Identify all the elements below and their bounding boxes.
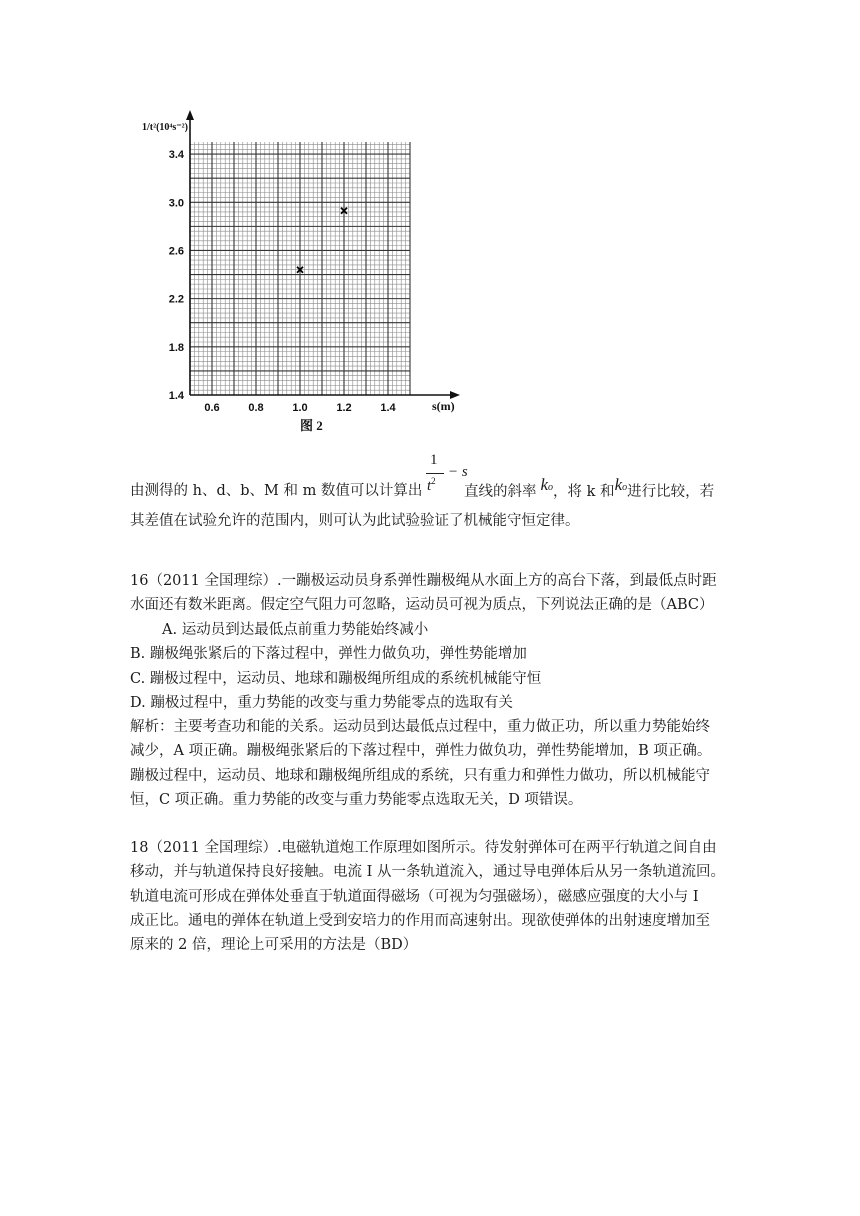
q16-analysis-2: 减少，A 项正确。蹦极绳张紧后的下落过程中，弹性力做负功，弹性势能增加，B 项正确。 <box>130 743 712 759</box>
q16-option-c: C. 蹦极过程中，运动员、地球和蹦极绳所组成的系统机械能守恒 <box>130 671 542 687</box>
q16-analysis-3: 蹦极过程中，运动员、地球和蹦极绳所组成的系统，只有重力和弹性力做功，所以机械能守 <box>130 768 710 784</box>
graph-figure <box>140 100 480 440</box>
q16-line2: 水面还有数米距离。假定空气阻力可忽略，运动员可视为质点，下列说法正确的是（ABC） <box>130 597 714 613</box>
q18-line2: 移动，并与轨道保持良好接触。电流 I 从一条轨道流入，通过导电弹体后从另一条轨道流回。 <box>130 864 725 880</box>
q16-option-a: A. 运动员到达最低点前重力势能始终减小 <box>162 622 429 638</box>
q16-option-b: B. 蹦极绳张紧后的下落过程中，弹性力做负功，弹性势能增加 <box>130 646 527 662</box>
x-tick-label: 1.4 <box>380 402 396 414</box>
q16-line1: 16（2011 全国理综）.一蹦极运动员身系弹性蹦极绳从水面上方的高台下落，到最低点时距 <box>130 573 717 589</box>
q18-line5: 原来的 2 倍，理论上可采用的方法是（BD） <box>130 937 418 953</box>
q16-analysis-4: 恒，C 项正确。重力势能的改变与重力势能零点选取无关，D 项错误。 <box>130 792 583 808</box>
y-axis-label: 1/t²(10⁴s⁻²) <box>142 122 188 133</box>
x-tick-label: 1.0 <box>292 402 308 414</box>
x-axis-arrow <box>450 391 460 399</box>
x-axis-label: s(m) <box>432 399 455 413</box>
para1-text-c: ，将 k 和 <box>553 484 615 500</box>
para1-line1 <box>130 481 422 501</box>
x-tick-label: 0.8 <box>248 402 264 414</box>
frac-denominator: $t^2$ <box>427 476 436 494</box>
y-axis-arrow <box>186 110 194 120</box>
q18-line4: 成正比。通电的弹体在轨道上受到安培力的作用而高速射出。现欲使弹体的出射速度增加至 <box>130 913 710 929</box>
para1-text-d: 进行比较，若 <box>627 484 715 500</box>
q18-line3: 轨道电流可形成在弹体处垂直于轨道面得磁场（可视为匀强磁场），磁感应强度的大小与 I <box>130 889 699 905</box>
para1-line2: 其差值在试验允许的范围内，则可认为此试验验证了机械能守恒定律。 <box>130 513 580 529</box>
y-tick-label: 3.4 <box>168 149 184 162</box>
y-tick-label: 3.0 <box>168 197 184 210</box>
para1-line1-cont <box>464 475 715 504</box>
figure-caption: 图 2 <box>300 418 323 433</box>
y-tick-label: 1.8 <box>168 341 184 354</box>
frac-numerator: 1 <box>430 452 438 468</box>
q16-analysis-1: 解析：主要考查功和能的关系。运动员到达最低点过程中，重力做正功，所以重力势能始终 <box>130 719 710 735</box>
x-tick-label: 0.6 <box>204 402 220 414</box>
x-tick-label: 1.2 <box>336 402 352 414</box>
y-tick-label: 2.2 <box>168 293 184 306</box>
k-symbol: ko <box>540 475 554 494</box>
para1-text-b: 直线的斜率 <box>464 484 537 500</box>
k-symbol-2: ko <box>614 475 628 494</box>
q18-line1: 18（2011 全国理综）.电磁轨道炮工作原理如图所示。待发射弹体可在两平行轨道之间自由 <box>130 840 717 856</box>
y-tick-label: 1.4 <box>168 390 184 402</box>
q16-option-d: D. 蹦极过程中，重力势能的改变与重力势能零点的选取有关 <box>130 695 513 711</box>
frac-bar <box>426 473 444 474</box>
y-tick-label: 2.6 <box>168 245 184 258</box>
frac-tail: − s <box>448 464 468 480</box>
axes <box>186 110 460 399</box>
para1-text-a: 由测得的 h、d、b、M 和 m 数值可以计算出 <box>130 483 423 499</box>
